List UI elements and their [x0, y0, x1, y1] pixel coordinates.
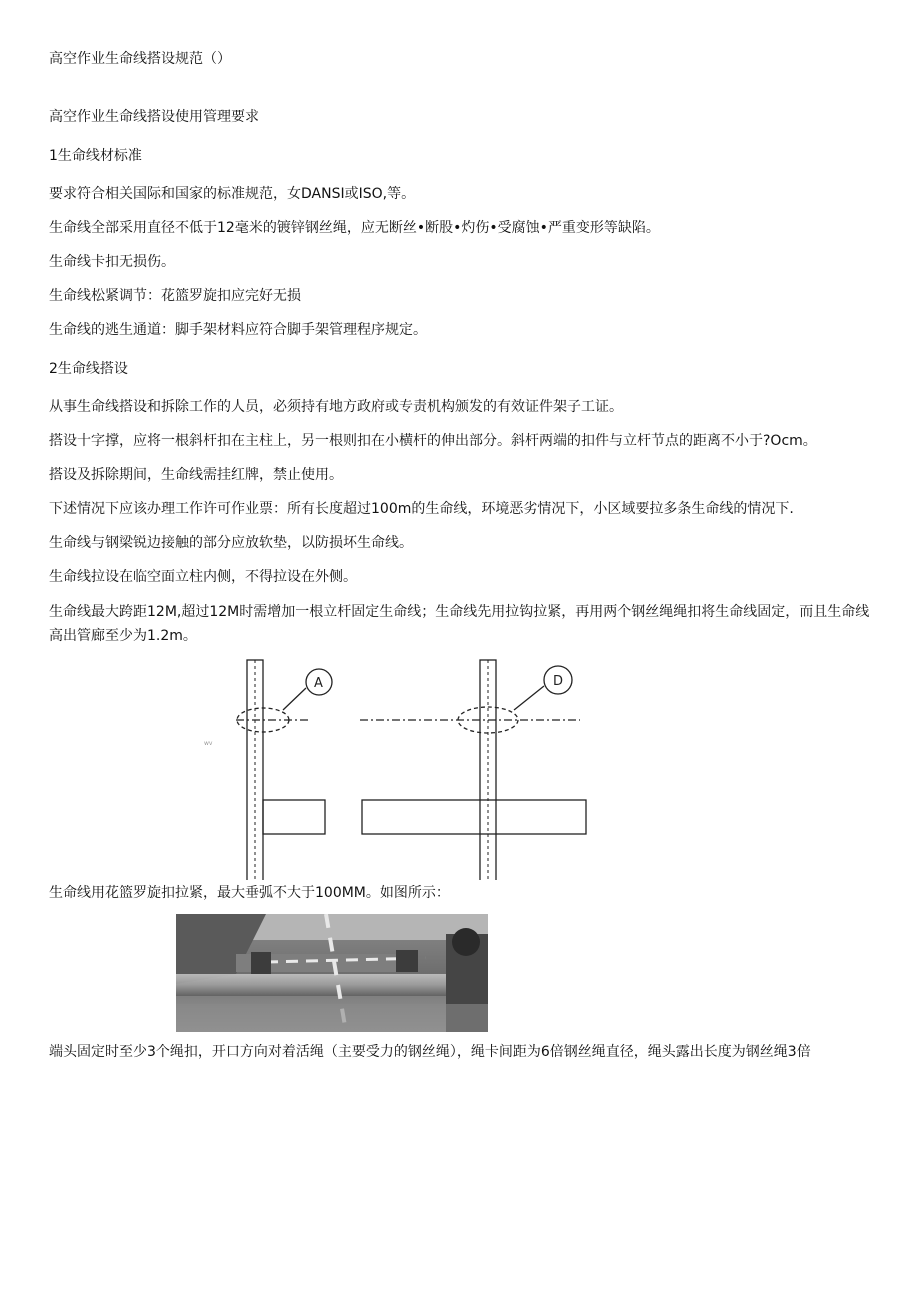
detail-d-label: D	[553, 674, 564, 689]
turnbuckle-photo	[176, 914, 488, 1032]
paragraph: 搭设及拆除期间，生命线需挂红牌，禁止使用。	[49, 467, 343, 483]
page-title: 高空作业生命线搭设规范（）	[49, 51, 231, 67]
paragraph: 搭设十字撑，应将一根斜杆扣在主柱上，另一根则扣在小横杆的伸出部分。斜杆两端的扣件与立杆节点的距离不小于?Ocm。	[49, 433, 817, 449]
paragraph: 生命线最大跨距12M,超过12M时需增加一根立杆固定生命线；生命线先用拉钩拉紧，再用两个钢丝绳绳扣将生命线固定，而且生命线高出管廊至少为1.2m。	[49, 604, 870, 644]
paragraph: 生命线用花篮罗旋扣拉紧，最大垂弧不大于100MM。如图所示：	[49, 885, 450, 901]
paragraph: 生命线卡扣无损伤。	[49, 254, 175, 270]
paragraph: 端头固定时至少3个绳扣，开口方向对着活绳（主要受力的钢丝绳），绳卡间距为6倍钢丝绳直径，绳头露出长度为钢丝绳3倍	[49, 1044, 811, 1060]
section1-heading: 1生命线材标准	[49, 148, 142, 164]
paragraph: 生命线全部采用直径不低于12毫米的镀锌钢丝绳，应无断丝•断股•灼伤•受腐蚀•严重变形等缺陷。	[49, 220, 660, 236]
paragraph: 生命线与钢梁锐边接触的部分应放软垫，以防损坏生命线。	[49, 535, 413, 551]
paragraph: 生命线松紧调节：花篮罗旋扣应完好无损	[49, 288, 301, 304]
paragraph: 生命线拉设在临空面立柱内侧，不得拉设在外侧。	[49, 569, 357, 585]
paragraph: 下述情况下应该办理工作许可作业票：所有长度超过100m的生命线，环境恶劣情况下，小区域要拉多条生命线的情况下.	[49, 501, 794, 517]
right-pipe	[362, 800, 586, 834]
left-pipe	[263, 800, 325, 834]
side-mark: wv	[204, 740, 213, 747]
paragraph: 要求符合相关国际和国家的标准规范，女DANSI或ISO,等。	[49, 186, 416, 202]
detail-a-label: A	[314, 676, 323, 691]
doc-subtitle: 高空作业生命线搭设使用管理要求	[49, 109, 259, 125]
paragraph: 生命线的逃生通道：脚手架材料应符合脚手架管理程序规定。	[49, 322, 427, 338]
section2-heading: 2生命线搭设	[49, 361, 128, 377]
lifeline-attachment-diagram	[200, 650, 620, 880]
paragraph: 从事生命线搭设和拆除工作的人员，必须持有地方政府或专责机构颁发的有效证件架子工证。	[49, 399, 623, 415]
